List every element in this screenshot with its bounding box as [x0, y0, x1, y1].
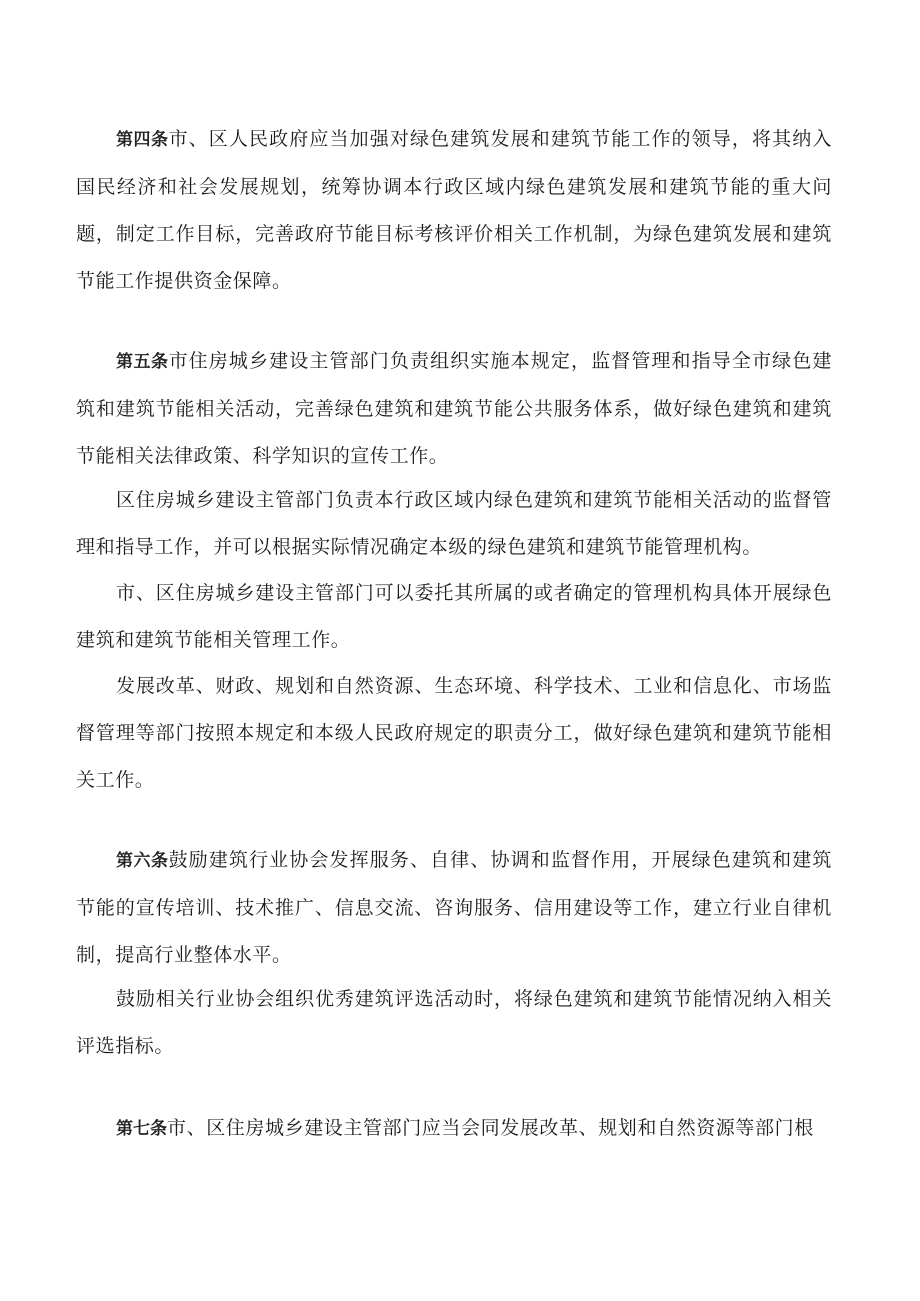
- article-7-text-1: 市、区住房城乡建设主管部门应当会同发展改革、规划和自然资源等部门根: [167, 1117, 814, 1139]
- article-5-text-2: 区住房城乡建设主管部门负责本行政区域内绿色建筑和建筑节能相关活动的监督管理和指导工作，并可以根据实际情况确定本级的绿色建筑和建筑节能管理机构。: [76, 489, 832, 558]
- article-7-paragraph-1: [76, 1105, 832, 1153]
- article-5-text-1: 市住房城乡建设主管部门负责组织实施本规定，监督管理和指导全市绿色建筑和建筑节能相关活动，完善绿色建筑和建筑节能公共服务体系，做好绿色建筑和建筑节能相关法律政策、科学知识的宣传工作。: [76, 350, 832, 467]
- article-4-paragraph-1: [76, 116, 832, 305]
- article-6-text-2: 鼓励相关行业协会组织优秀建筑评选活动时，将绿色建筑和建筑节能情况纳入相关评选指标。: [76, 988, 832, 1057]
- article-4-text-1: 市、区人民政府应当加强对绿色建筑发展和建筑节能工作的领导，将其纳入国民经济和社会发展规划，统筹协调本行政区域内绿色建筑发展和建筑节能的重大问题，制定工作目标，完善政府节能目标考核评价相关工作机制，为绿色建筑发展和建筑节能工作提供资金保障。: [76, 128, 832, 292]
- article-5-text-3: 市、区住房城乡建设主管部门可以委托其所属的或者确定的管理机构具体开展绿色建筑和建筑节能相关管理工作。: [76, 582, 832, 651]
- article-5-paragraph-4: [76, 663, 832, 804]
- article-4-label: 第四条: [116, 130, 169, 150]
- article-5-paragraph-1: [76, 338, 832, 480]
- article-5-label: 第五条: [116, 352, 169, 372]
- article-6-label: 第六条: [116, 851, 169, 871]
- article-6-paragraph-1: [76, 837, 832, 979]
- article-7-label: 第七条: [116, 1119, 167, 1139]
- article-6-text-1: 鼓励建筑行业协会发挥服务、自律、协调和监督作用，开展绿色建筑和建筑节能的宣传培训、技术推广、信息交流、咨询服务、信用建设等工作，建立行业自律机制，提高行业整体水平。: [76, 849, 832, 966]
- article-6-paragraph-2: [76, 976, 832, 1070]
- article-5-paragraph-2: [76, 477, 832, 571]
- article-5-paragraph-3: [76, 570, 832, 664]
- article-5-text-4: 发展改革、财政、规划和自然资源、生态环境、科学技术、工业和信息化、市场监督管理等部门按照本规定和本级人民政府规定的职责分工，做好绿色建筑和建筑节能相关工作。: [76, 675, 832, 791]
